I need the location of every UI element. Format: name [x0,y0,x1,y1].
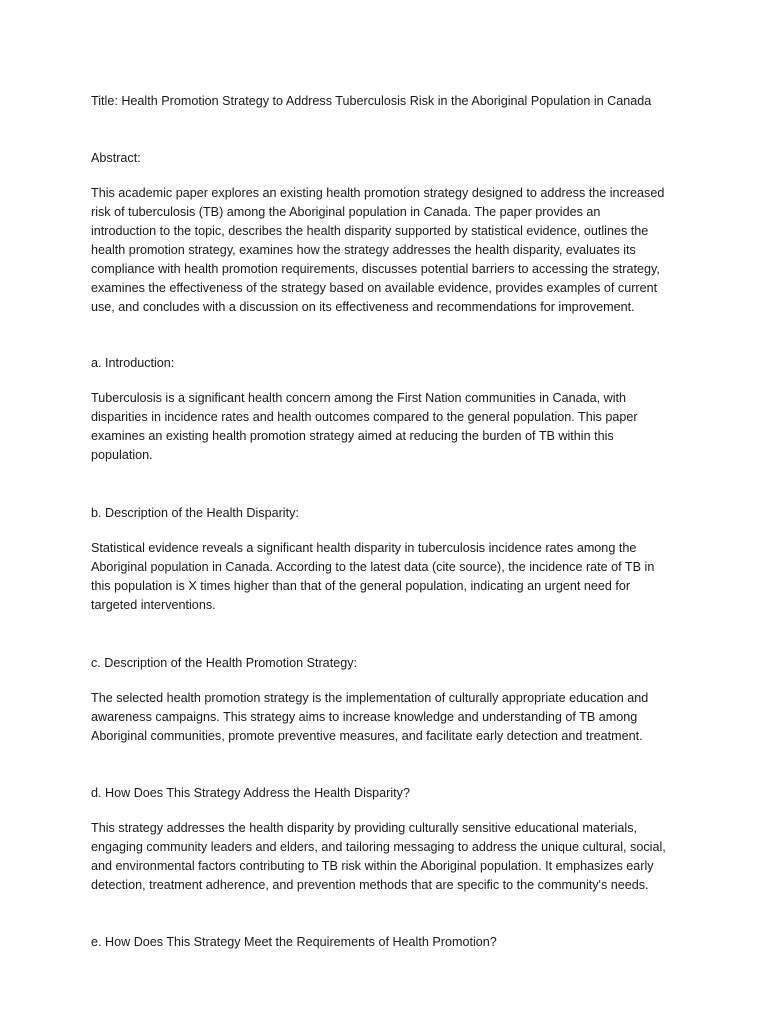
introduction-heading: a. Introduction: [91,356,175,370]
address-disparity-heading: d. How Does This Strategy Address the Health Disparity? [91,786,410,800]
abstract-heading: Abstract: [91,151,141,165]
disparity-paragraph: Statistical evidence reveals a significant health disparity in tuberculosis incidence rates among the Aboriginal population in Canada. According to the latest data (cite source), the incidence rate of TB in this population is X times higher than that of the general population, indicating an urgent need for targeted interventions. [91,541,655,612]
abstract-paragraph: This academic paper explores an existing health promotion strategy designed to address the increased risk of tuberculosis (TB) among the Aboriginal population in Canada. The paper provides an introduction to the topic, describes the health disparity supported by statistical evidence, outlines the health promotion strategy, examines how the strategy addresses the health disparity, evaluates its compliance with health promotion requirements, discusses potential barriers to accessing the strategy, examines the effectiveness of the strategy based on available evidence, provides examples of current use, and concludes with a discussion on its effectiveness and recommendations for improvement. [91,186,665,314]
introduction-paragraph: Tuberculosis is a significant health concern among the First Nation communities in Canada, with disparities in incidence rates and health outcomes compared to the general population. This paper examines an existing health promotion strategy aimed at reducing the burden of TB within this population. [91,391,638,462]
strategy-paragraph: The selected health promotion strategy is the implementation of culturally appropriate education and awareness campaigns. This strategy aims to increase knowledge and understanding of TB among Aboriginal communities, promote preventive measures, and facilitate early detection and treatment. [91,691,649,743]
document-title: Title: Health Promotion Strategy to Address Tuberculosis Risk in the Aboriginal Population in Canada [91,94,652,108]
address-disparity-paragraph: This strategy addresses the health disparity by providing culturally sensitive educational materials, engaging community leaders and elders, and tailoring messaging to address the unique cultural, social, and environmental factors contributing to TB risk within the Aboriginal population. It emphasizes early detection, treatment adherence, and prevention methods that are specific to the community's needs. [91,821,666,892]
disparity-heading: b. Description of the Health Disparity: [91,506,299,520]
requirements-heading: e. How Does This Strategy Meet the Requirements of Health Promotion? [91,935,497,949]
strategy-heading: c. Description of the Health Promotion Strategy: [91,656,357,670]
